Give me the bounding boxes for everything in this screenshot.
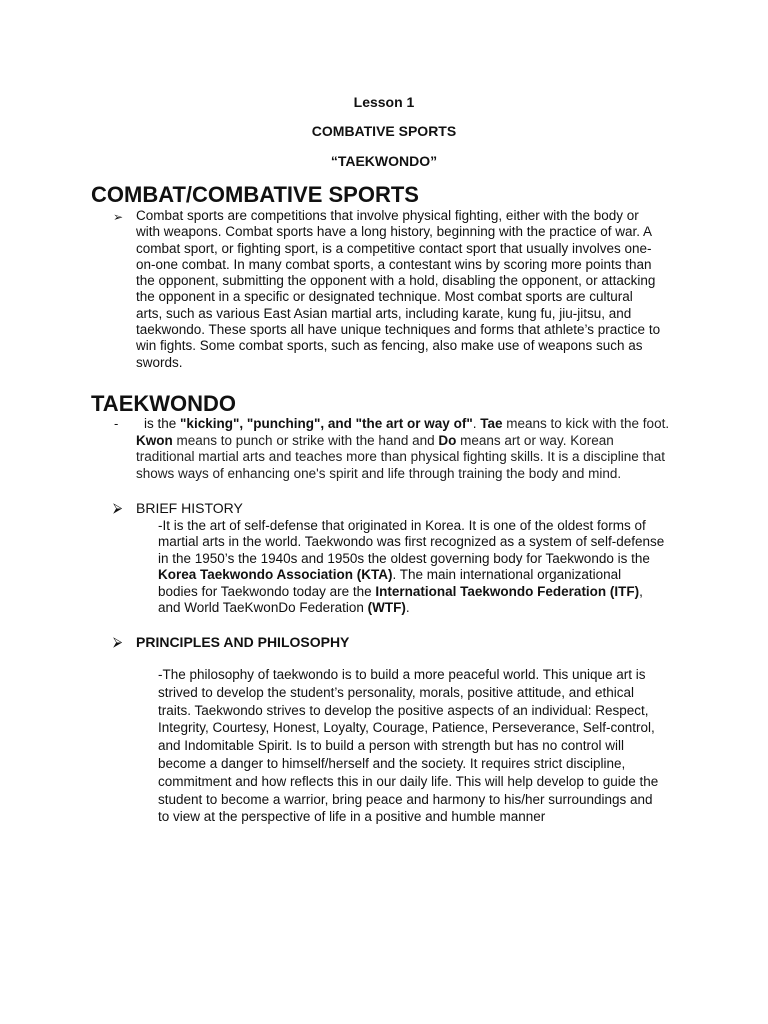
history-line: martial arts in the world. Taekwondo was first recognized as a system of self-defense <box>158 534 665 550</box>
taekwondo-line-4: shows ways of enhancing one's spirit and life through training the body and mind. <box>136 465 622 481</box>
bold-run: Kwon <box>136 432 173 448</box>
principles-line: and Indomitable Spirit. Is to build a person with strength but has no control will <box>158 738 625 754</box>
principles-line: commitment and how reflects this in our daily life. This will help develop to guide the <box>158 773 659 789</box>
principles-arrow-icon: ⮚ <box>113 634 123 649</box>
text-run: is the <box>144 416 181 431</box>
text-run: means art or way. Korean <box>456 432 614 448</box>
combat-bullet-icon: ➢ <box>113 210 124 224</box>
history-arrow-icon: ⮚ <box>113 500 123 515</box>
principles-paragraph <box>158 666 658 826</box>
principles-line: to view at the perspective of life in a positive and humble manner <box>158 809 546 825</box>
history-paragraph <box>158 518 664 616</box>
taekwondo-dash: - <box>114 416 119 431</box>
combat-line: on-one combat. In many combat sports, a contestant wins by scoring more points than <box>136 256 652 272</box>
combat-paragraph <box>136 208 660 371</box>
taekwondo-heading: TAEKWONDO <box>91 391 237 416</box>
history-line: -It is the art of self-defense that originated in Korea. It is one of the oldest forms of <box>158 518 646 533</box>
text-run: . The main international organizational <box>392 567 622 583</box>
principles-line: -The philosophy of taekwondo is to build a more peaceful world. This unique art is <box>158 667 646 682</box>
bold-run: International Taekwondo Federation (ITF) <box>375 583 640 599</box>
combat-line: the opponent in a specific or designated technique. Most combat sports are cultural <box>136 289 633 305</box>
principles-line: traits. Taekwondo strives to develop the positive aspects of an individual: Respect, <box>158 702 649 718</box>
principles-heading: PRINCIPLES AND PHILOSOPHY <box>136 634 350 650</box>
principles-line: student to become a warrior, bring peace and harmony to his/her surroundings and <box>158 791 653 807</box>
taekwondo-line-1 <box>136 416 669 433</box>
combat-line: combat sport, or fighting sport, is a competitive contact sport that usually involves one- <box>136 240 652 256</box>
principles-line: strived to develop the student’s personality, morals, positive attitude, and ethical <box>158 684 635 700</box>
history-line: in the 1950’s the 1940s and 1950s the oldest governing body for Taekwondo is the <box>158 550 650 566</box>
combat-line: swords. <box>136 354 183 370</box>
bold-run: Korea Taekwondo Association (KTA) <box>158 567 393 583</box>
text-run: means to kick with the foot. <box>502 416 670 431</box>
combat-line: arts, such as various East Asian martial arts, including karate, kung fu, jiu-jitsu, and <box>136 305 632 321</box>
principles-line: become a danger to himself/herself and the society. It requires strict discipline, <box>158 755 626 771</box>
combat-line: with weapons. Combat sports have a long history, beginning with the practice of war. A <box>136 224 653 240</box>
text-run: . <box>405 600 410 616</box>
taekwondo-paragraph <box>136 416 669 482</box>
text-run: , <box>639 583 643 599</box>
text-run: means to punch or strike with the hand and <box>172 432 439 448</box>
text-run: . <box>472 416 481 431</box>
text-run: bodies for Taekwondo today are the <box>158 583 376 599</box>
taekwondo-line-2 <box>136 433 669 450</box>
text-run: and World TaeKwonDo Federation <box>158 600 368 616</box>
combat-line: win fights. Some combat sports, such as fencing, also make use of weapons such as <box>136 338 643 354</box>
combat-line: Combat sports are competitions that involve physical fighting, either with the body or <box>136 208 639 223</box>
history-line <box>158 584 664 600</box>
history-line <box>158 600 664 616</box>
bold-run: Tae <box>480 416 503 431</box>
principles-line: Integrity, Courtesy, Honest, Loyalty, Courage, Patience, Perseverance, Self-control, <box>158 720 655 736</box>
lesson-topic: “TAEKWONDO” <box>330 153 438 169</box>
lesson-subject: COMBATIVE SPORTS <box>311 123 457 139</box>
bold-run: Do <box>438 432 457 448</box>
taekwondo-line-3: traditional martial arts and teaches more than physical fighting skills. It is a discipline that <box>136 449 666 464</box>
lesson-number: Lesson 1 <box>353 94 415 110</box>
combat-heading: COMBAT/COMBATIVE SPORTS <box>91 182 419 207</box>
combat-line: the opponent, submitting the opponent with a hold, disabling the opponent, or attacking <box>136 273 656 289</box>
bold-run: "kicking", "punching", and "the art or way of" <box>180 416 473 431</box>
bold-run: (WTF) <box>367 600 406 616</box>
history-line <box>158 567 664 583</box>
history-heading: BRIEF HISTORY <box>136 500 243 516</box>
combat-line: taekwondo. These sports all have unique techniques and forms that athlete’s practice to <box>136 322 661 338</box>
